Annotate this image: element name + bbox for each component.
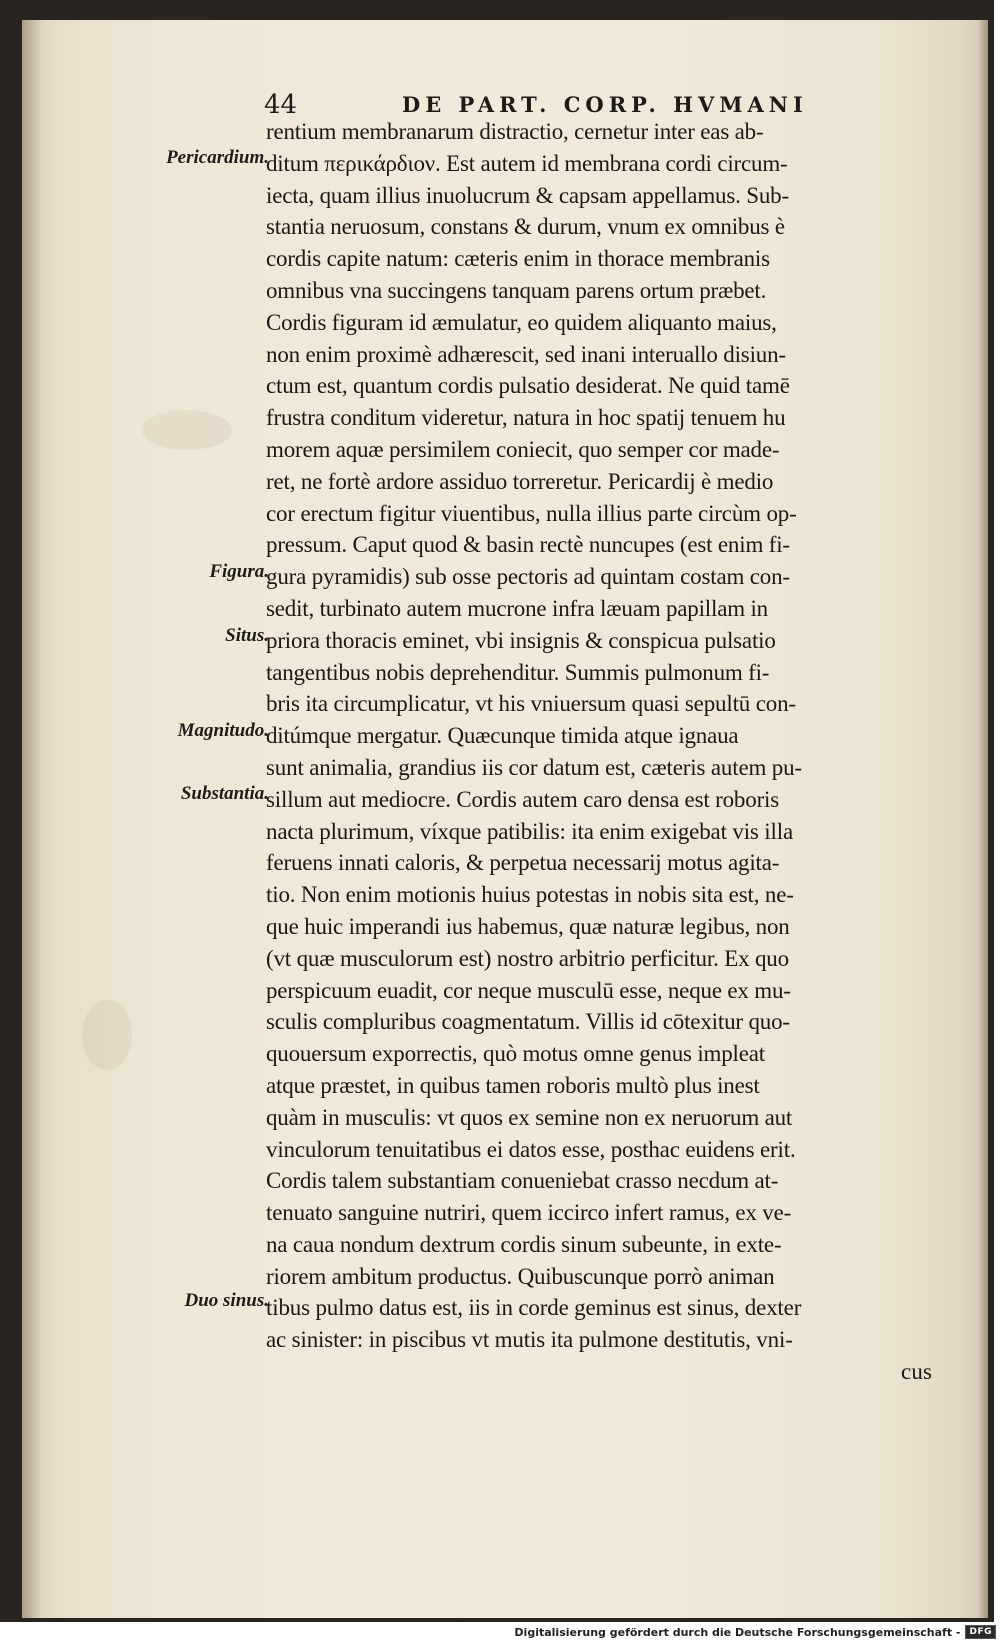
dfg-logo[interactable]: DFG <box>965 1625 996 1639</box>
text-line: sculis compluribus coagmentatum. Villis id cōtexitur quo- <box>266 1009 790 1035</box>
margin-note-duo-sinus: Duo sinus. <box>184 1290 269 1311</box>
text-line: sunt animalia, grandius iis cor datum est, cæteris autem pu- <box>266 754 802 780</box>
paper-stain <box>82 1000 132 1070</box>
text-line: ditúmque mergatur. Quæcunque timida atque ignaua <box>266 723 739 749</box>
margin-note-situs: Situs. <box>225 625 269 646</box>
text-line: na caua nondum dextrum cordis sinum subeunte, in exte- <box>266 1231 782 1257</box>
text-line: sillum aut mediocre. Cordis autem caro densa est roboris <box>266 786 780 812</box>
text-line: iecta, quam illius inuolucrum & capsam appellamus. Sub- <box>266 182 789 208</box>
text-line: quàm in musculis: vt quos ex semine non ex neruorum aut <box>266 1104 793 1130</box>
body-text <box>266 116 936 1388</box>
text-line: ditum περικάρδιον. Est autem id membrana cordi circum- <box>266 150 788 176</box>
text-line: tibus pulmo datus est, iis in corde geminus est sinus, dexter <box>266 1295 802 1321</box>
text-line: tangentibus nobis deprehenditur. Summis pulmonum fi- <box>266 659 770 685</box>
catchword: cus <box>901 1359 932 1385</box>
text-line: stantia neruosum, constans & durum, vnum ex omnibus è <box>266 214 785 240</box>
text-line: atque præstet, in quibus tamen roboris multò plus inest <box>266 1072 760 1098</box>
text-line: morem aquæ persimilem coniecit, quo semper cor made- <box>266 436 780 462</box>
gutter-shadow <box>22 20 42 1618</box>
text-line: ctum est, quantum cordis pulsatio desiderat. Ne quid tamē <box>266 373 790 399</box>
margin-note-magnitudo: Magnitudo. <box>177 720 269 741</box>
text-line: vinculorum tenuitatibus ei datos esse, posthac euidens erit. <box>266 1136 796 1162</box>
text-line: pressum. Caput quod & basin rectè nuncupes (est enim fi- <box>266 532 790 558</box>
text-line: cordis capite natum: cæteris enim in thorace membranis <box>266 246 770 272</box>
text-line: gura pyramidis) sub osse pectoris ad quintam costam con- <box>266 564 790 590</box>
text-line: ac sinister: in piscibus vt mutis ita pulmone destitutis, vni- <box>266 1327 793 1353</box>
text-line: sedit, turbinato autem mucrone infra læuam papillam in <box>266 595 768 621</box>
text-line: frustra conditum videretur, natura in hoc spatij tenuem hu <box>266 405 786 431</box>
text-line: bris ita circumplicatur, vt his vniuersum quasi sepultū con- <box>266 691 796 717</box>
text-line: rentium membranarum distractio, cernetur inter eas ab- <box>266 119 764 144</box>
text-line: Cordis figuram id æmulatur, eo quidem aliquanto maius, <box>266 309 777 335</box>
margin-note-substantia: Substantia. <box>180 783 269 804</box>
text-line: Cordis talem substantiam conueniebat crasso necdum at- <box>266 1168 779 1194</box>
text-line: tio. Non enim motionis huius potestas in nobis sita est, ne- <box>266 882 794 908</box>
text-line: feruens innati caloris, & perpetua necessarij motus agita- <box>266 850 780 876</box>
text-line: riorem ambitum productus. Quibuscunque porrò animan <box>266 1263 775 1289</box>
text-line: tenuato sanguine nutriri, quem iccirco infert ramus, ex ve- <box>266 1200 792 1226</box>
text-line: quouersum exporrectis, quò motus omne genus impleat <box>266 1041 765 1067</box>
text-line: (vt quæ musculorum est) nostro arbitrio perficitur. Ex quo <box>266 945 789 971</box>
digitization-credit <box>514 1624 996 1640</box>
text-line: priora thoracis eminet, vbi insignis & conspicua pulsatio <box>266 627 776 653</box>
text-line: perspicuum euadit, cor neque musculū esse, neque ex mu- <box>266 977 791 1003</box>
page-number: 44 <box>264 90 298 120</box>
page-edge-shadow <box>978 20 988 1618</box>
text-line: nacta plurimum, víxque patibilis: ita enim exigebat vis illa <box>266 818 793 844</box>
paper-stain <box>142 410 232 450</box>
margin-note-pericardium: Pericardium. <box>166 147 269 168</box>
margin-note-figura: Figura. <box>209 561 269 582</box>
text-line: que huic imperandi ius habemus, quæ naturæ legibus, non <box>266 913 790 939</box>
credit-text: Digitalisierung gefördert durch die Deutsche Forschungsgemeinschaft - <box>514 1625 961 1639</box>
text-line: non enim proximè adhærescit, sed inani interuallo disiun- <box>266 341 786 367</box>
text-line: cor erectum figitur viuentibus, nulla illius parte circùm op- <box>266 500 797 526</box>
running-title: DE PART. CORP. HVMANI <box>402 92 808 117</box>
text-line: ret, ne fortè ardore assiduo torreretur. Pericardij è medio <box>266 468 774 494</box>
text-line: omnibus vna succingens tanquam parens ortum præbet. <box>266 277 767 303</box>
